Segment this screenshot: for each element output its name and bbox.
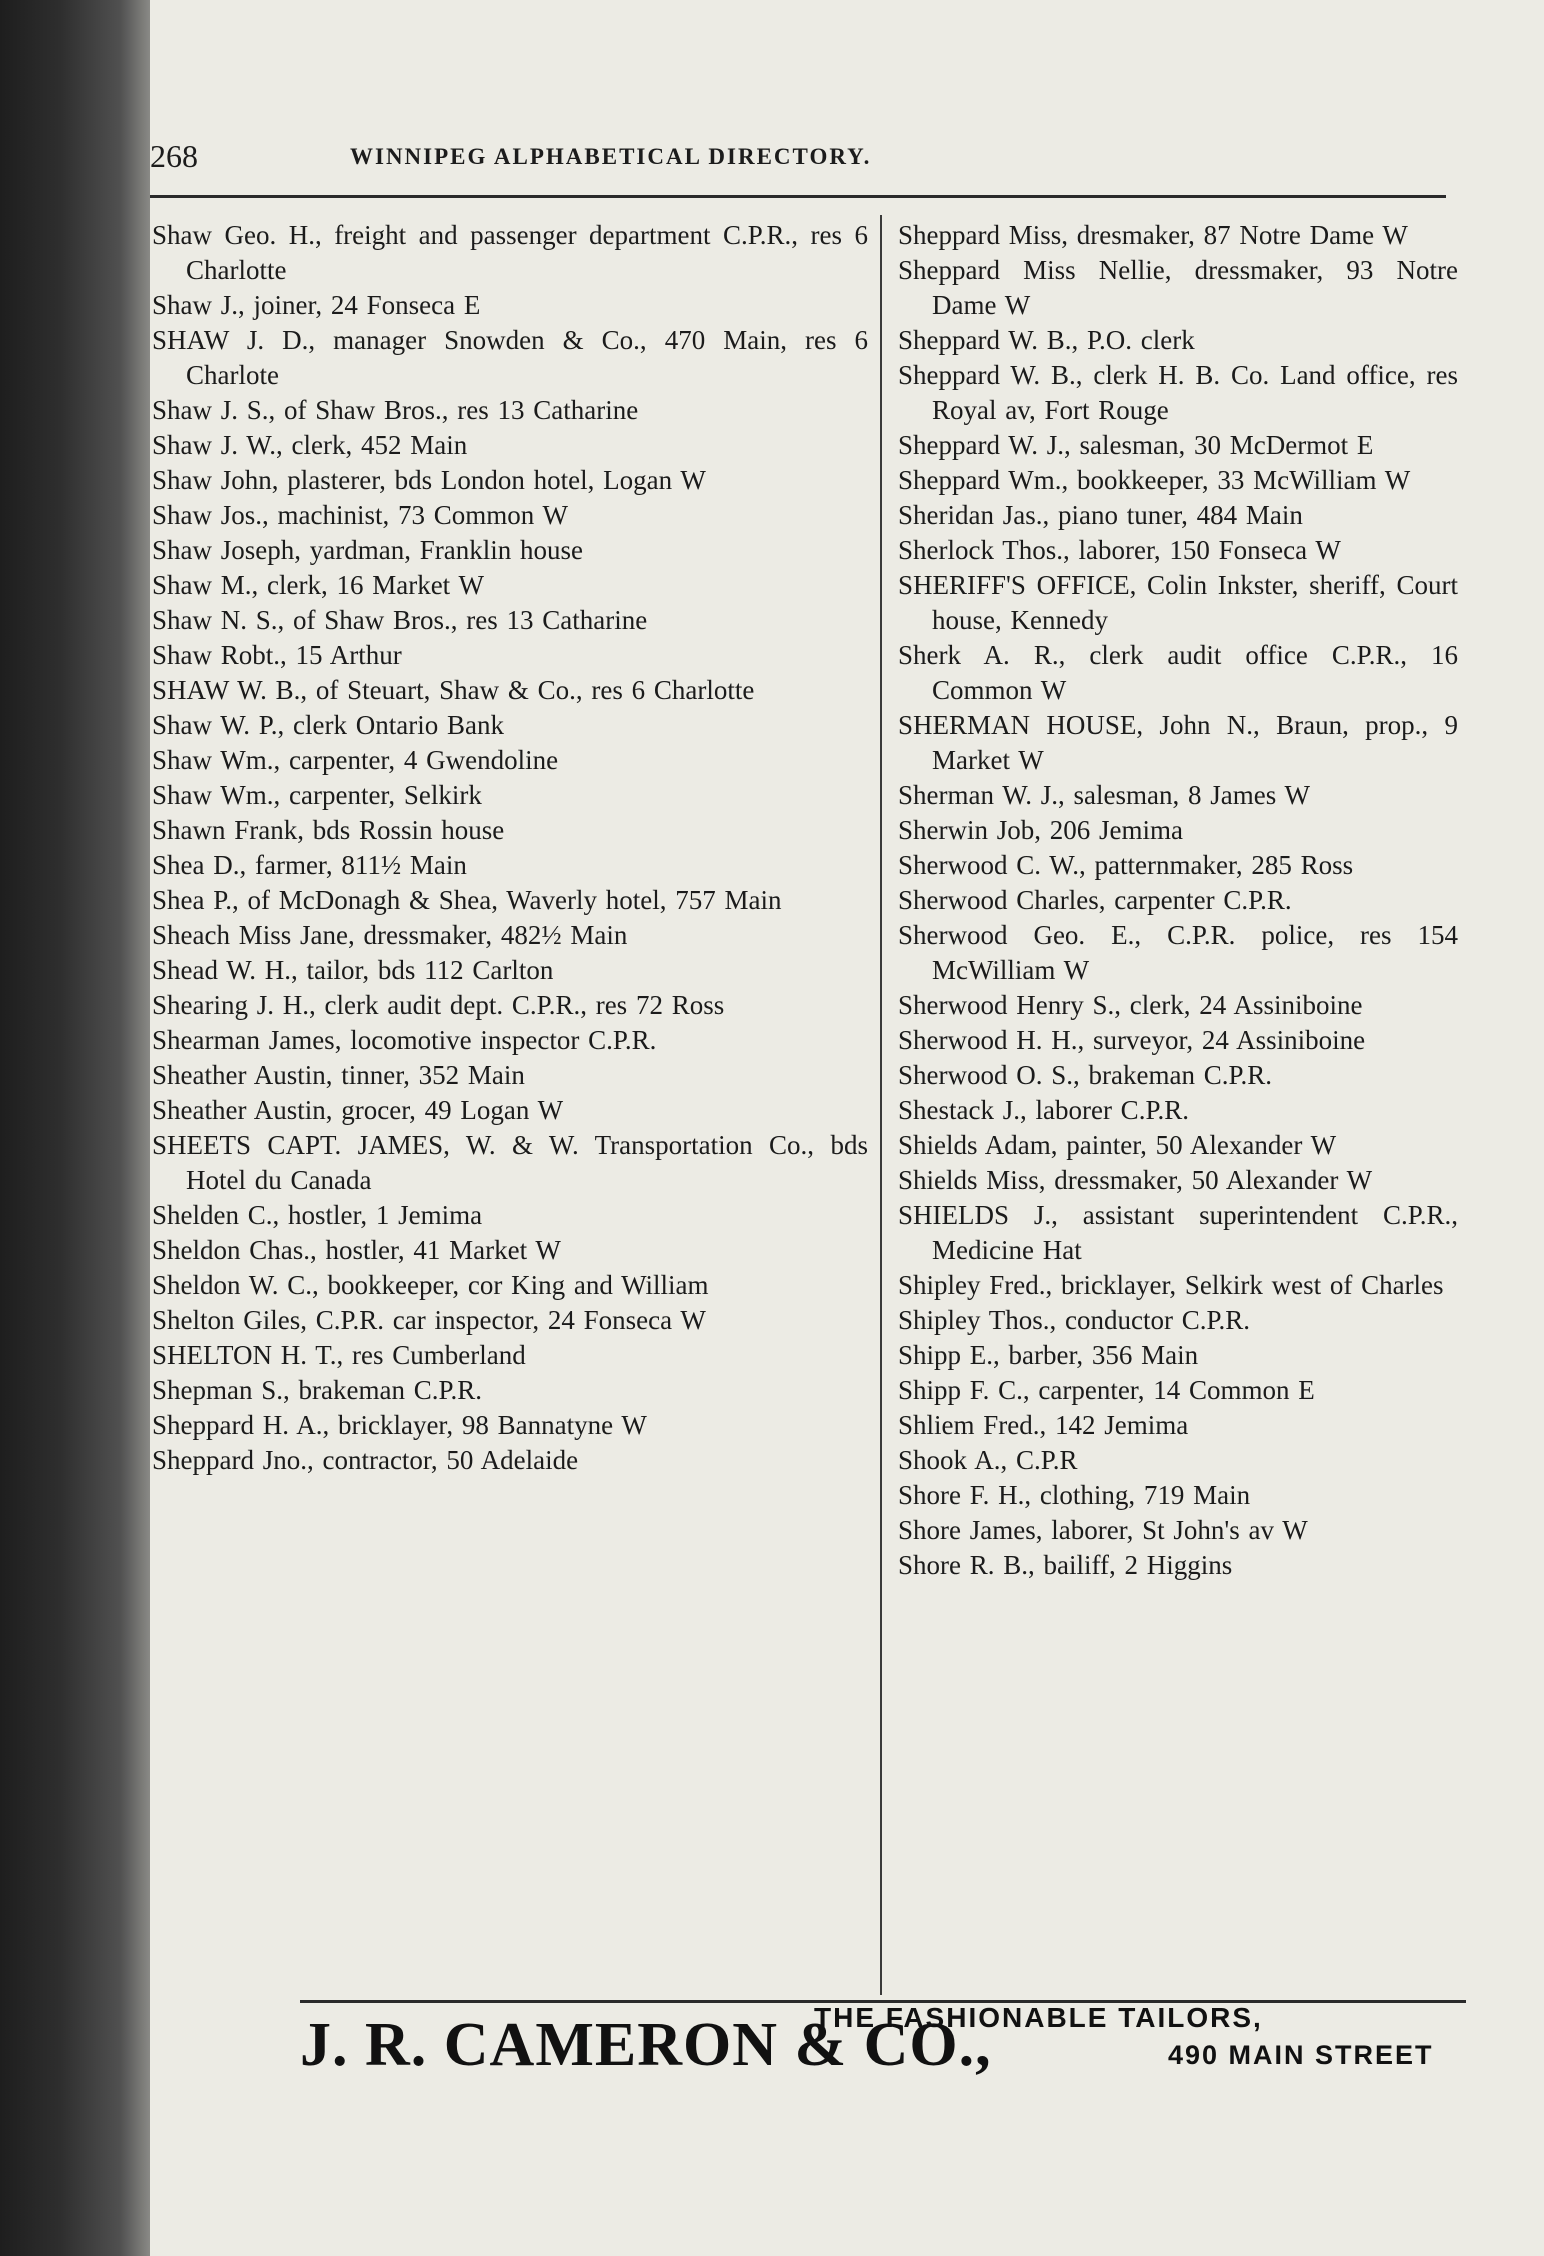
directory-entry: SHAW W. B., of Steuart, Shaw & Co., res 6 Charlotte (152, 675, 755, 705)
directory-entry: Shestack J., laborer C.P.R. (898, 1095, 1189, 1125)
directory-entry: SHELTON H. T., res Cumberland (152, 1340, 526, 1370)
directory-entry: Shaw W. P., clerk Ontario Bank (152, 710, 504, 740)
directory-entry: Shelden C., hostler, 1 Jemima (152, 1200, 483, 1230)
directory-entry: Sheather Austin, tinner, 352 Main (152, 1060, 525, 1090)
directory-entry: Shipp E., barber, 356 Main (898, 1340, 1199, 1370)
directory-entry: Shelton Giles, C.P.R. car inspector, 24 Fonseca W (152, 1305, 706, 1335)
directory-entry: Shields Adam, painter, 50 Alexander W (898, 1130, 1337, 1160)
directory-entry: Sherwin Job, 206 Jemima (898, 815, 1183, 845)
directory-entry: Shaw M., clerk, 16 Market W (152, 570, 484, 600)
directory-entry: Sherwood C. W., patternmaker, 285 Ross (898, 850, 1354, 880)
directory-entry: Shaw Joseph, yardman, Franklin house (152, 535, 583, 565)
directory-entry: Sherwood O. S., brakeman C.P.R. (898, 1060, 1272, 1090)
directory-entry: SHERMAN HOUSE, John N., Braun, prop., 9 Market W (898, 710, 1458, 775)
right-column (898, 218, 1458, 1583)
directory-entry: Shearman James, locomotive inspector C.P.R. (152, 1025, 657, 1055)
directory-entry: Shaw Geo. H., freight and passenger department C.P.R., res 6 Charlotte (152, 220, 868, 285)
left-column (152, 218, 868, 1478)
directory-entry: Sheather Austin, grocer, 49 Logan W (152, 1095, 564, 1125)
book-spine-shadow (0, 0, 150, 2256)
directory-entry: Shaw J., joiner, 24 Fonseca E (152, 290, 481, 320)
directory-entry: Shawn Frank, bds Rossin house (152, 815, 505, 845)
directory-entry: Shepman S., brakeman C.P.R. (152, 1375, 482, 1405)
directory-entry: Shore F. H., clothing, 719 Main (898, 1480, 1251, 1510)
directory-entry: Shore R. B., bailiff, 2 Higgins (898, 1550, 1233, 1580)
directory-entry: Shipp F. C., carpenter, 14 Common E (898, 1375, 1315, 1405)
directory-entry: Sheach Miss Jane, dressmaker, 482½ Main (152, 920, 628, 950)
directory-entry: Shaw N. S., of Shaw Bros., res 13 Catharine (152, 605, 648, 635)
directory-entry: SHAW J. D., manager Snowden & Co., 470 Main, res 6 Charlote (152, 325, 868, 390)
directory-entry: Sheppard Miss Nellie, dressmaker, 93 Notre Dame W (898, 255, 1458, 320)
directory-entry: Sherwood Henry S., clerk, 24 Assiniboine (898, 990, 1363, 1020)
directory-entry: Sheppard Wm., bookkeeper, 33 McWilliam W (898, 465, 1411, 495)
directory-entry: Sheppard W. J., salesman, 30 McDermot E (898, 430, 1374, 460)
directory-entry: Shipley Fred., bricklayer, Selkirk west of Charles (898, 1270, 1444, 1300)
advertiser-tagline: THE FASHIONABLE TAILORS, (814, 2002, 1263, 2033)
directory-entry: Sheppard W. B., clerk H. B. Co. Land office, res Royal av, Fort Rouge (898, 360, 1458, 425)
directory-entry: Shea D., farmer, 811½ Main (152, 850, 467, 880)
directory-entry: Shead W. H., tailor, bds 112 Carlton (152, 955, 554, 985)
directory-entry: Sheppard W. B., P.O. clerk (898, 325, 1195, 355)
directory-entry: Sherwood Geo. E., C.P.R. police, res 154 McWilliam W (898, 920, 1458, 985)
directory-entry: Shaw Jos., machinist, 73 Common W (152, 500, 569, 530)
directory-entry: Sherwood H. H., surveyor, 24 Assiniboine (898, 1025, 1366, 1055)
directory-entry: Shaw J. S., of Shaw Bros., res 13 Catharine (152, 395, 639, 425)
directory-entry: Shaw J. W., clerk, 452 Main (152, 430, 468, 460)
directory-entry: Shaw Robt., 15 Arthur (152, 640, 402, 670)
page-header (150, 138, 1440, 178)
directory-entry: SHIELDS J., assistant superintendent C.P.R., Medicine Hat (898, 1200, 1458, 1265)
directory-entry: Sheridan Jas., piano tuner, 484 Main (898, 500, 1303, 530)
directory-entry: Shea P., of McDonagh & Shea, Waverly hotel, 757 Main (152, 885, 782, 915)
running-title: WINNIPEG ALPHABETICAL DIRECTORY. (350, 144, 872, 169)
directory-entry: SHERIFF'S OFFICE, Colin Inkster, sheriff, Court house, Kennedy (898, 570, 1458, 635)
directory-entry: Shaw Wm., carpenter, Selkirk (152, 780, 482, 810)
directory-entry: Sherlock Thos., laborer, 150 Fonseca W (898, 535, 1341, 565)
directory-entry: Shearing J. H., clerk audit dept. C.P.R., res 72 Ross (152, 990, 725, 1020)
header-rule (150, 195, 1446, 198)
directory-entry: Shaw Wm., carpenter, 4 Gwendoline (152, 745, 559, 775)
directory-entry: Shliem Fred., 142 Jemima (898, 1410, 1189, 1440)
advertiser-address: 490 MAIN STREET (1168, 2040, 1434, 2070)
directory-entry: Sherwood Charles, carpenter C.P.R. (898, 885, 1292, 915)
directory-entry: Shields Miss, dressmaker, 50 Alexander W (898, 1165, 1373, 1195)
directory-entry: Shook A., C.P.R (898, 1445, 1078, 1475)
directory-entry: SHEETS CAPT. JAMES, W. & W. Transportation Co., bds Hotel du Canada (152, 1130, 868, 1195)
directory-entry: Shaw John, plasterer, bds London hotel, Logan W (152, 465, 706, 495)
directory-entry: Sheppard H. A., bricklayer, 98 Bannatyne W (152, 1410, 647, 1440)
advertiser-name: J. R. CAMERON & CO., (300, 2011, 992, 2079)
directory-entry: Sherman W. J., salesman, 8 James W (898, 780, 1310, 810)
directory-entry: Sheldon W. C., bookkeeper, cor King and William (152, 1270, 709, 1300)
directory-entry: Sheppard Jno., contractor, 50 Adelaide (152, 1445, 579, 1475)
directory-entry: Sheldon Chas., hostler, 41 Market W (152, 1235, 561, 1265)
directory-entry: Sheppard Miss, dresmaker, 87 Notre Dame W (898, 220, 1408, 250)
page-number: 268 (150, 138, 198, 174)
directory-entry: Shore James, laborer, St John's av W (898, 1515, 1308, 1545)
column-divider (880, 215, 882, 1995)
directory-entry: Sherk A. R., clerk audit office C.P.R., 16 Common W (898, 640, 1458, 705)
directory-entry: Shipley Thos., conductor C.P.R. (898, 1305, 1251, 1335)
